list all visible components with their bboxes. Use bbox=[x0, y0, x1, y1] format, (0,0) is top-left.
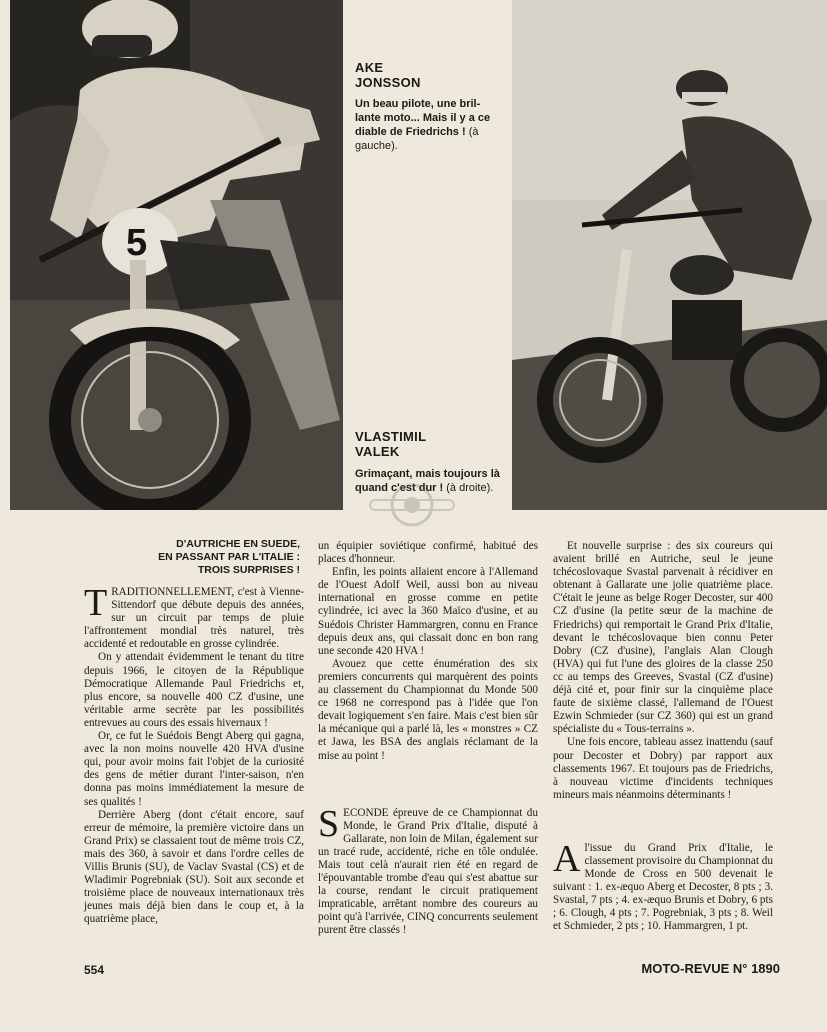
col2-paragraph-2: Enfin, les points allaient encore à l'Allemand de l'Ouest Adolf Weil, aussi bon au niveau international en grosse comme en petite cylindrée, ici avec la 360 Maïco d'usine, et au Suédois Christer Hammargren, connu en France depuis deux ans, qui classait donc en bon rang une seconde 420 HVA ! bbox=[318, 566, 538, 657]
col2-paragraph-3: Avouez que cette énumération des six premiers concurrents qui marquèrent des points au classement du Championnat du Monde 500 ce 1968 ne correspond pas à l'idée que l'on devait logiquement s'en faire. Mais c'est bien sûr la mécanique qui a parlé là, les « monstres » CZ et Jawa, les BSA des anglais réclamant de la mise au point ! bbox=[318, 657, 538, 762]
article-heading-line2: EN PASSANT PAR L'ITALIE : bbox=[158, 551, 300, 563]
photo-right-illustration bbox=[512, 0, 827, 510]
caption-title-valek bbox=[355, 429, 426, 459]
photo-left-illustration bbox=[10, 0, 343, 510]
caption-jonsson bbox=[355, 97, 505, 153]
caption-title-jonsson-line2: JONSSON bbox=[355, 75, 421, 90]
article-column-2 bbox=[318, 540, 538, 938]
col2-p4-text: épreuve de ce Championnat du Monde, le Grand Prix d'Italie, disputé à Gallarate, non loin de Milan, également sur un tracé rude, accidenté, riche en tôle ondulée. Mais tout celà n'aurait rien été en regard de l'épouvantable trombe d'eau qui s'est abattue sur la course, rendant le circuit pratiquement impraticable, arrêtant nombre des coureurs au point qu'à l'arrivée, CINQ concurrents seulement purent être classés ! bbox=[318, 806, 538, 937]
col1-paragraph-4: Derrière Aberg (dont c'était encore, sauf erreur de mémoire, la première victoire dans un Grand Prix) se classaient tout de même trois CZ, mais des 360, à savoir et dans l'ordre celles de Villis Brunis (SU), de Vaclav Svastal (CS) et de Wladimir Pogrebniak (SU). Soit aux seconde et troisième place de nouveaux internationaux très jeunes mais déjà bien dans le coup et, à la quatrième place, bbox=[84, 808, 304, 926]
article-column-1 bbox=[84, 582, 305, 926]
caption-title-valek-line1: VLASTIMIL bbox=[355, 429, 427, 444]
caption-title-jonsson bbox=[355, 60, 421, 90]
caption-jonsson-bold: Un beau pilote, une bril-lante moto... Mais il y a ce diable de Friedrichs ! bbox=[355, 98, 491, 138]
col2-paragraph-4 bbox=[318, 802, 538, 938]
col1-paragraph-2: On y attendait évidemment le tenant du titre depuis 1966, le citoyen de la République Démocratique Allemande Paul Friedrichs et, plus encore, sa nouvelle 400 CZ d'usine, une véritable arme secrète par les possibilités entrevues au cours des essais hivernaux ! bbox=[84, 651, 304, 729]
caption-valek-plain: (à droite). bbox=[446, 482, 494, 494]
page-number: 554 bbox=[84, 963, 105, 977]
col1-lead: RADITIONNELLEMENT, bbox=[111, 586, 235, 598]
caption-valek-bold: Grimaçant, mais toujours là quand c'est dur ! bbox=[355, 468, 500, 494]
col1-paragraph-1 bbox=[84, 582, 305, 651]
col3-paragraph-2: Une fois encore, tableau assez inattendu (sauf pour Decoster et Dobry) par rapport aux classements 1967. Et toujours pas de Friedrichs, à nouveau victime d'incidents techniques mineurs mais néanmoins déterminants ! bbox=[553, 736, 773, 801]
col3-paragraph-1: Et nouvelle surprise : des six coureurs qui avaient brillé en Autriche, seul le jeune tchécoslovaque Svastal parvenait à récidiver en obtenant à Gallarate une jolie quatrième place. C'était le jeune as belge Roger Decoster, sur 400 CZ d'usine (la petite sœur de la machine de Friedrichs) qui remportait le Grand Prix d'Italie, devant le tchécoslovaque bien connu Peter Dobry (CZ d'usine), l'anglais Alan Clough (HVA) qui fut l'une des gloires de la classe 250 cc au temps des Greeves, Svastal (CZ d'usine) déjà cité et, pour finir sur la cinquième place faute de sixième classé, l'allemand de l'Ouest Ezwin Schmieder (sur CZ 360) qui est un grand spécialiste du « Tous-terrains ». bbox=[553, 540, 773, 736]
caption-jonsson-plain: (à gauche). bbox=[355, 126, 479, 152]
magazine-issue: MOTO-REVUE N° 1890 bbox=[641, 961, 780, 976]
photo-vlastimil-valek bbox=[512, 0, 827, 510]
col2-lead: ECONDE bbox=[343, 806, 389, 819]
col1-p1-text: c'est à Vienne-Sittendorf que débute depuis des années, sur un circuit par temps de pluie l'affrontement mondial très naturel, très accidenté et redoutable en grosse cylindrée. bbox=[84, 586, 305, 651]
photo-ake-jonsson bbox=[10, 0, 343, 510]
col3-dropcap: A bbox=[553, 837, 581, 880]
caption-title-jonsson-line1: AKE bbox=[355, 60, 384, 75]
caption-title-valek-line2: VALEK bbox=[355, 444, 400, 459]
col2-paragraph-1: un équipier soviétique confirmé, habitué des places d'honneur. bbox=[318, 540, 538, 566]
article-heading bbox=[60, 538, 300, 577]
col3-p3-text: l'issue du Grand Prix d'Italie, le classement provisoire du Championnat du Monde de Cross en 500 devenait le suivant : 1. ex-æquo Aberg et Decoster, 8 pts ; 3. Svastal, 7 pts ; 4. ex-æquo Brunis et Dobry, 6 pts ; 6. Clough, 4 pts ; 7. Pogrebniak, 3 pts ; 8. Weil et Schmieder, 2 pts ; 10. Hammargren, 1 pt. bbox=[553, 841, 773, 933]
bike-number: 5 bbox=[126, 222, 148, 264]
article-column-3 bbox=[553, 540, 773, 934]
article-heading-line1: D'AUTRICHE EN SUEDE, bbox=[176, 538, 300, 550]
col2-dropcap: S bbox=[318, 802, 340, 845]
watermark-logo bbox=[366, 480, 458, 530]
col1-paragraph-3: Or, ce fut le Suédois Bengt Aberg qui gagna, avec la non moins nouvelle 420 HVA d'usine qui, pour avoir moins fait l'objet de la curiosité des gens de métier durant l'inter-saison, n'en donna pas moins immédiatement la mesure de ses qualités ! bbox=[84, 730, 304, 808]
article-heading-line3: TROIS SURPRISES ! bbox=[197, 564, 300, 576]
col3-paragraph-3 bbox=[553, 837, 773, 934]
col1-dropcap: T bbox=[84, 582, 108, 624]
